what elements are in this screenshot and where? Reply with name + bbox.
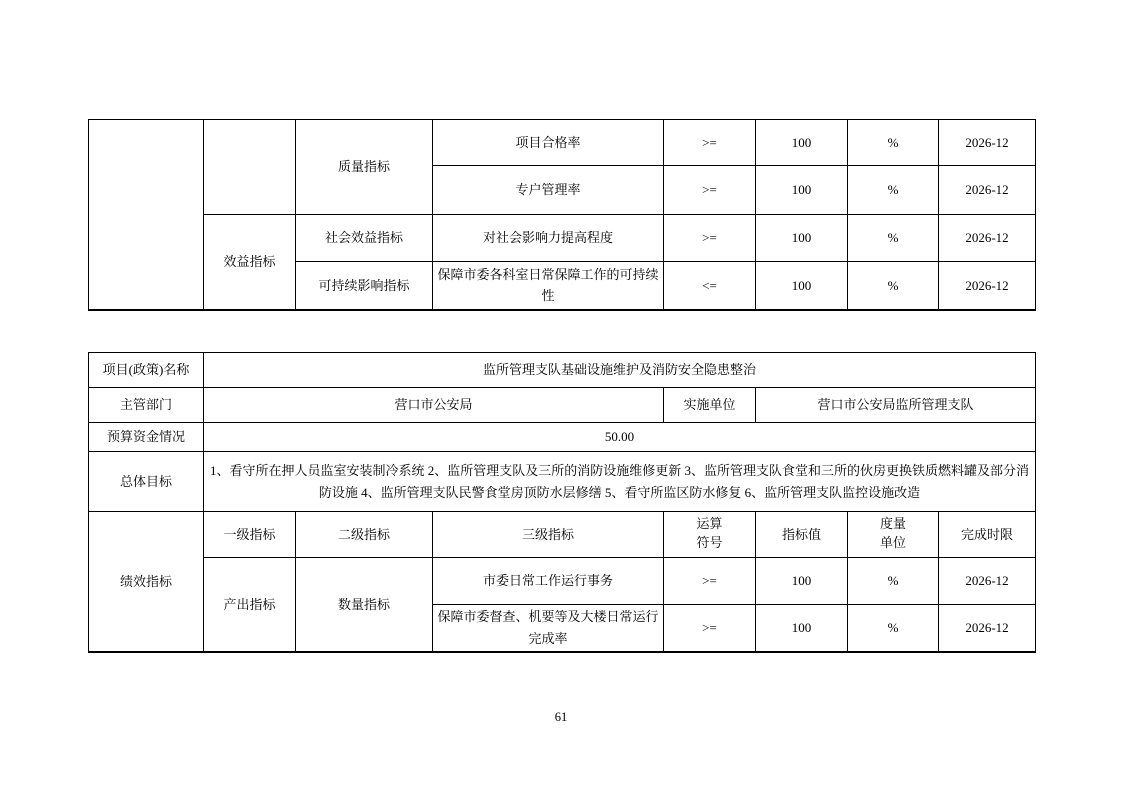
table-row xyxy=(89,388,1036,423)
empty-level1-cell xyxy=(89,120,204,310)
header-deadline: 完成时限 xyxy=(939,512,1036,558)
value-cell: 100 xyxy=(756,605,848,652)
project-name-value: 监所管理支队基础设施维护及消防安全隐患整治 xyxy=(204,353,1036,388)
impl-unit-value: 营口市公安局监所管理支队 xyxy=(756,388,1036,423)
operator-cell: >= xyxy=(664,605,756,652)
operator-cell: >= xyxy=(664,558,756,605)
table-header-row xyxy=(89,512,1036,558)
unit-cell: % xyxy=(848,166,939,215)
dept-label: 主管部门 xyxy=(89,388,204,423)
table-row xyxy=(89,120,1036,166)
value-cell: 100 xyxy=(756,262,848,310)
deadline-cell: 2026-12 xyxy=(939,605,1036,652)
operator-cell: <= xyxy=(664,262,756,310)
indicator-name-cell: 市委日常工作运行事务 xyxy=(433,558,664,605)
indicator-name-cell: 项目合格率 xyxy=(433,120,664,166)
level2-cell: 效益指标 xyxy=(204,215,296,310)
project-name-label: 项目(政策)名称 xyxy=(89,353,204,388)
budget-label: 预算资金情况 xyxy=(89,423,204,452)
table-row xyxy=(89,423,1036,452)
deadline-cell: 2026-12 xyxy=(939,558,1036,605)
level1-cell: 产出指标 xyxy=(204,558,296,652)
impl-unit-label: 实施单位 xyxy=(664,388,756,423)
indicator-name-cell: 保障市委各科室日常保障工作的可持续性 xyxy=(433,262,664,310)
value-cell: 100 xyxy=(756,166,848,215)
table-row xyxy=(89,558,1036,605)
header-level3: 三级指标 xyxy=(433,512,664,558)
unit-cell: % xyxy=(848,605,939,652)
unit-cell: % xyxy=(848,558,939,605)
deadline-cell: 2026-12 xyxy=(939,262,1036,310)
level3-cell: 质量指标 xyxy=(296,120,433,215)
header-unit-text: 度量单位 xyxy=(879,516,906,551)
level3-cell: 可持续影响指标 xyxy=(296,262,433,310)
header-operator xyxy=(664,512,756,558)
indicator-name-cell: 对社会影响力提高程度 xyxy=(433,215,664,262)
header-operator-text: 运算符号 xyxy=(696,516,723,551)
project-info-table xyxy=(88,352,1036,653)
table-row xyxy=(89,215,1036,262)
table-row xyxy=(89,452,1036,512)
goal-text: 1、看守所在押人员监室安装制冷系统 2、监所管理支队及三所的消防设施维修更新 3、监所管理支队食堂和三所的伙房更换铁质燃料罐及部分消防设施 4、监所管理支队民警食堂房顶防水层修缮 5、看守所监区防水修复 6、监所管理支队监控设施改造 xyxy=(204,452,1036,512)
header-value: 指标值 xyxy=(756,512,848,558)
indicator-name-cell: 专户管理率 xyxy=(433,166,664,215)
deadline-cell: 2026-12 xyxy=(939,215,1036,262)
operator-cell: >= xyxy=(664,120,756,166)
value-cell: 100 xyxy=(756,120,848,166)
value-cell: 100 xyxy=(756,215,848,262)
operator-cell: >= xyxy=(664,215,756,262)
indicator-name-cell: 保障市委督查、机要等及大楼日常运行完成率 xyxy=(433,605,664,652)
performance-indicators-table-continued xyxy=(88,119,1036,311)
performance-label: 绩效指标 xyxy=(89,512,204,652)
operator-cell: >= xyxy=(664,166,756,215)
unit-cell: % xyxy=(848,120,939,166)
page-number: 61 xyxy=(554,710,568,724)
header-level2: 二级指标 xyxy=(296,512,433,558)
header-unit xyxy=(848,512,939,558)
level2-cell: 数量指标 xyxy=(296,558,433,652)
table-row xyxy=(89,353,1036,388)
header-level1: 一级指标 xyxy=(204,512,296,558)
deadline-cell: 2026-12 xyxy=(939,120,1036,166)
deadline-cell: 2026-12 xyxy=(939,166,1036,215)
budget-value: 50.00 xyxy=(204,423,1036,452)
value-cell: 100 xyxy=(756,558,848,605)
empty-level2-cell xyxy=(204,120,296,215)
level3-cell: 社会效益指标 xyxy=(296,215,433,262)
unit-cell: % xyxy=(848,215,939,262)
goal-label: 总体目标 xyxy=(89,452,204,512)
dept-value: 营口市公安局 xyxy=(204,388,664,423)
unit-cell: % xyxy=(848,262,939,310)
